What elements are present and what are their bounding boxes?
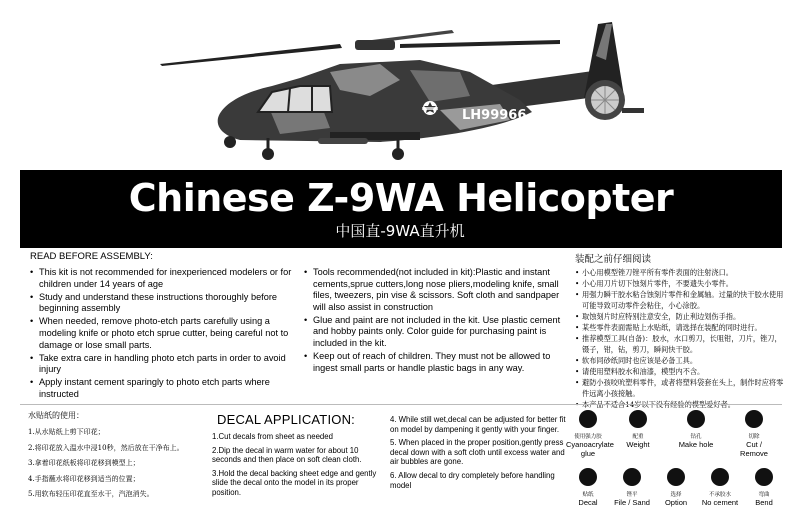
- legend-drill: [674, 410, 718, 450]
- list-item: • 推荐模型工具(自备)：胶水，水口剪刀，长咀钳，刀片，锉刀，镊子，钳，钻，剪刀，瞬间快干胶。: [575, 333, 785, 355]
- list-item: • Glue and paint are not included in the kit. Use plastic cement and hobby paints only. Color guide for purchasing paint is included in the kit.: [304, 315, 568, 350]
- list-item: • Keep out of reach of children. They must not be allowed to ingest small parts or handle plastic bags in any way.: [304, 351, 568, 374]
- section-divider: [20, 404, 782, 405]
- legend-bend: [742, 468, 786, 508]
- list-item: • Apply instant cement sparingly to photo etch parts where instructed: [30, 377, 292, 400]
- legend-cn-label: 切除: [748, 434, 760, 440]
- list-item: • 用强力瞬干胶水粘合蚀刻片零件和金属轴。过量的快干胶水使用可能导致可动零件会粘住，小心涂胶。: [575, 289, 785, 311]
- decal-step: 5. When placed in the proper position,gently press decal down with a soft cloth until excess water and air bubbles are gone.: [390, 438, 565, 467]
- glue-tube-icon: [579, 410, 597, 428]
- symbol-legend: [566, 410, 786, 526]
- list-item: 5.用软布轻压印花直至水干，汽泡消失。: [28, 490, 154, 498]
- legend-en-label: Cut / Remove: [740, 440, 768, 458]
- list-item: • When needed, remove photo-etch parts carefully using a modeling knife or photo etch sprue cutter, being careful not to damage or lose small parts.: [30, 316, 292, 351]
- product-title: Chinese Z-9WA Helicopter: [128, 176, 674, 220]
- read-before-list-left: [30, 267, 292, 402]
- read-before-list-right: [304, 267, 568, 376]
- legend-cn-label: 不承胶水: [708, 492, 731, 498]
- legend-cn-label: 锉平: [626, 492, 638, 498]
- drill-icon: [687, 410, 705, 428]
- cn-decal-steps: [28, 410, 203, 503]
- decal-steps-right: [390, 415, 566, 494]
- cn-notice-title: 装配之前仔细阅读: [575, 254, 652, 265]
- list-item: • 软布同砂纸同时也应该是必备工具。: [575, 355, 785, 366]
- legend-glue: [566, 410, 614, 458]
- legend-file: [610, 468, 654, 508]
- bend-icon: [755, 468, 773, 486]
- weight-icon: [629, 410, 647, 428]
- decal-step: 3.Hold the decal backing sheet edge and gently slide the decal onto the model in its proper position.: [212, 468, 377, 497]
- legend-cn-label: 配重: [632, 434, 644, 440]
- file-icon: [623, 468, 641, 486]
- legend-no-cement: [698, 468, 742, 508]
- list-item: • Tools recommended(not included in kit):Plastic and instant cements,sprue cutters,long nose pliers,modeling knife, small files, tweezers, pin vise & scissors. Soft cloth and sandpaper will also assist in construction: [304, 267, 568, 313]
- legend-option: [654, 468, 698, 508]
- legend-cn-label: 选择: [670, 492, 682, 498]
- list-item: • This kit is not recommended for inexperienced modelers or for children under 14 years of age: [30, 267, 292, 290]
- decal-step: 2.Dip the decal in warm water for about 10 seconds and then place on soft clean cloth.: [212, 445, 362, 465]
- list-item: 2.将印花放入温水中浸10秒，然后放在干净布上。: [28, 443, 184, 452]
- list-item: • Take extra care in handling photo etch parts in order to avoid injury: [30, 353, 292, 376]
- knife-icon: [745, 410, 763, 428]
- decal-step: 1.Cut decals from sheet as needed: [212, 432, 333, 441]
- decal-step: 6. Allow decal to dry completely before handling model: [390, 470, 555, 490]
- decal-application-title: DECAL APPLICATION:: [217, 412, 355, 427]
- list-item: • 某些零件表面需贴上水贴纸，请选择在装配的同时进行。: [575, 322, 785, 333]
- legend-cn-label: 钻孔: [690, 434, 702, 440]
- legend-en-label: File / Sand: [614, 498, 650, 507]
- list-item: • Study and understand these instructions thoroughly before beginning assembly: [30, 292, 292, 315]
- read-before-title: READ BEFORE ASSEMBLY:: [30, 251, 153, 262]
- list-item: • 请使用塑料胶水和油漆，模型内不含。: [575, 366, 785, 377]
- legend-cn-label: 贴纸: [582, 492, 594, 498]
- list-item: • 小心用刀片切下蚀刻片零件，不要遗失小零件。: [575, 278, 785, 289]
- legend-en-label: Decal: [578, 498, 598, 507]
- list-item: • 取蚀刻片时应特别注意安全，防止利边划伤手指。: [575, 311, 785, 322]
- list-item: 4.手指蘸水将印花移到适当的位置；: [28, 474, 140, 483]
- legend-en-label: No cement: [701, 498, 739, 507]
- list-item: 1.从水贴纸上剪下印花；: [28, 428, 105, 436]
- registration-text: LH99966: [462, 108, 527, 123]
- legend-decal: [566, 468, 610, 508]
- cn-notice: [575, 251, 785, 410]
- no-cement-icon: [711, 468, 729, 486]
- legend-en-label: Option: [664, 498, 688, 507]
- legend-cn-label: 使用强力胶: [574, 434, 602, 440]
- legend-en-label: Weight: [626, 440, 650, 449]
- product-title-cn: 中国直-9WA直升机: [335, 222, 465, 240]
- cn-decal-title: 水贴纸的使用：: [28, 411, 84, 420]
- legend-en-label: Make hole: [678, 440, 714, 449]
- legend-weight: [616, 410, 660, 450]
- legend-cut: [732, 410, 776, 458]
- option-icon: [667, 468, 685, 486]
- legend-en-label: Cyanoacrylate glue: [566, 440, 614, 458]
- decal-steps-left: [212, 432, 384, 502]
- decal-step: 4. While still wet,decal can be adjusted for better fit on model by dampening it gently with your finger.: [390, 415, 566, 434]
- list-item: • 小心用模型锉刀锉平所有零件表面的注射浇口。: [575, 267, 785, 278]
- list-item: 3.拿着印花纸板将印花移到模型上；: [28, 459, 140, 467]
- legend-cn-label: 弯曲: [758, 492, 770, 498]
- helicopter-illustration: [0, 0, 800, 168]
- decal-icon: [579, 468, 597, 486]
- list-item: • 避防小孩咬吮塑料零件，或者将塑料袋套在头上，制作时应将零件远离小孩接触。: [575, 377, 785, 399]
- legend-en-label: Bend: [755, 498, 773, 507]
